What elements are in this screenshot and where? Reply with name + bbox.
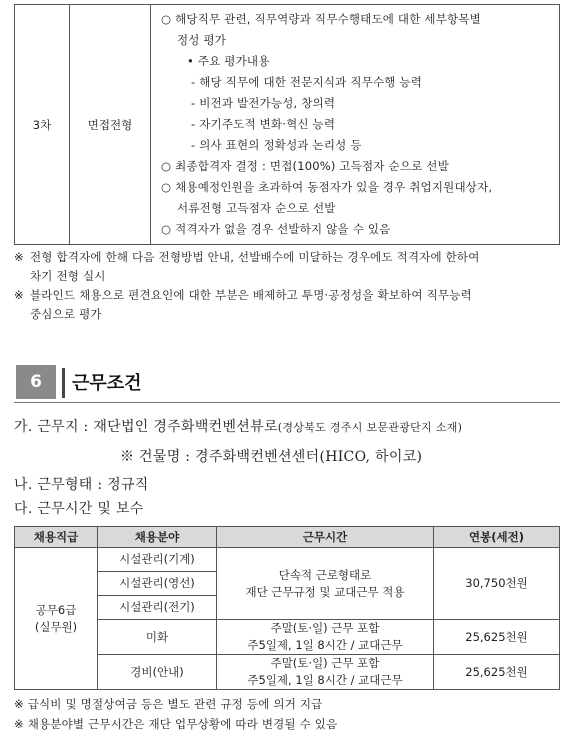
desc-line: 서류전형 고득점자 순으로 선발: [177, 201, 336, 215]
stage-cell: 3차: [15, 5, 70, 245]
employment-line: 나. 근무형태 : 정규직: [14, 477, 149, 493]
note-text: 전형 합격자에 한해 다음 전형방법 안내, 선발배수에 미달하는 경우에도 적격자에 한하여: [30, 250, 480, 264]
note-text: 차기 전형 실시: [30, 269, 106, 283]
field-cell: 미화: [98, 620, 217, 655]
desc-line: • 주요 평가내용: [187, 54, 270, 68]
section-underline: [14, 402, 560, 403]
field-cell: 경비(안내): [98, 655, 217, 690]
hours-text: 주말(토·일) 근무 포함: [270, 621, 380, 635]
desc-line: ○ 채용예정인원을 초과하여 동점자가 있을 경우 취업지원대상자,: [161, 180, 493, 194]
hours-text: 재단 근무규정 및 교대근무 적용: [245, 584, 405, 599]
salary-cell: 25,625천원: [434, 620, 560, 655]
note-text: ※ 채용분야별 근무시간은 재단 업무상황에 따라 변경될 수 있음: [14, 717, 338, 731]
note-item: [14, 286, 566, 324]
hours-pay-line: 다. 근무시간 및 보수: [14, 501, 144, 517]
grade-text: (실무원): [34, 619, 78, 634]
field-cell: 시설관리(영선): [98, 572, 217, 596]
location-note: (경상북도 경주시 보문관광단지 소재): [277, 421, 463, 434]
selection-description: [151, 5, 560, 245]
desc-line: ○ 적격자가 없을 경우 선발하지 않을 수 있음: [161, 222, 391, 236]
pay-table: [14, 526, 560, 690]
selection-type-cell: 면접전형: [70, 5, 151, 245]
section-title: 근무조건: [72, 373, 142, 394]
header-grade: 채용직급: [15, 527, 98, 548]
note-mark: ※: [14, 250, 24, 264]
building-line: ※ 건물명 : 경주화백컨벤션센터(HICO, 하이코): [120, 449, 423, 465]
desc-line: 정성 평가: [177, 33, 227, 47]
note-text: 블라인드 채용으로 편견요인에 대한 부분은 배제하고 투명·공정성을 확보하여 직무능력: [30, 288, 472, 302]
field-cell: 시설관리(전기): [98, 596, 217, 620]
desc-line: ○ 해당직무 관련, 직무역량과 직무수행태도에 대한 세부항목별: [161, 12, 481, 26]
location-line: [14, 416, 462, 436]
selection-table: [14, 4, 560, 245]
hours-text: 주5일제, 1일 8시간 / 교대근무: [247, 638, 403, 652]
grade-text: 공무6급: [35, 602, 77, 617]
desc-line: - 비전과 발전가능성, 창의력: [191, 96, 336, 110]
note-mark: ※: [14, 288, 24, 302]
section-header: [14, 363, 560, 403]
grade-cell: [15, 548, 98, 690]
header-salary: 연봉(세전): [434, 527, 560, 548]
field-cell: 시설관리(기계): [98, 548, 217, 572]
note-text: ※ 급식비 및 명절상여금 등은 별도 관련 규정 등에 의거 지급: [14, 697, 323, 711]
note-item: [14, 248, 566, 286]
desc-line: - 자기주도적 변화·혁신 능력: [191, 117, 336, 131]
hours-text: 주5일제, 1일 8시간 / 교대근무: [247, 673, 403, 687]
location-label: 가. 근무지 : 재단법인 경주화백컨벤션뷰로: [14, 419, 278, 435]
hours-cell: [217, 655, 434, 690]
note-text: 중심으로 평가: [30, 307, 102, 321]
salary-cell: 30,750천원: [434, 548, 560, 620]
desc-line: ○ 최종합격자 결정 : 면접(100%) 고득점자 순으로 선발: [161, 159, 449, 173]
hours-text: 주말(토·일) 근무 포함: [270, 656, 380, 670]
selection-notes: [14, 248, 566, 324]
hours-cell: [217, 548, 434, 620]
desc-line: - 의사 표현의 정확성과 논리성 등: [191, 138, 362, 152]
header-field: 채용분야: [98, 527, 217, 548]
desc-line: - 해당 직무에 대한 전문지식과 직무수행 능력: [191, 75, 423, 89]
header-hours: 근무시간: [217, 527, 434, 548]
section-number: 6: [16, 365, 56, 399]
pay-notes: [14, 694, 566, 734]
hours-cell: [217, 620, 434, 655]
section-divider: [62, 368, 65, 398]
hours-text: 단속적 근로형태로: [278, 567, 372, 582]
salary-cell: 25,625천원: [434, 655, 560, 690]
